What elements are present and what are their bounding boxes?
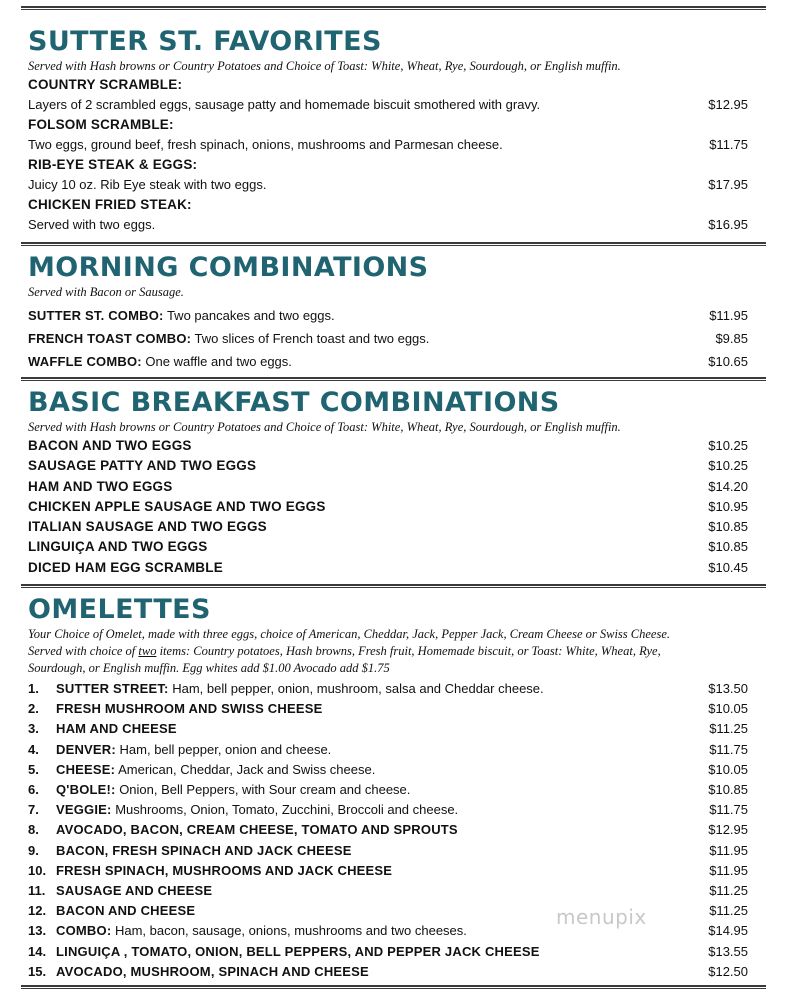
item-name: RIB-EYE STEAK & EGGS: <box>28 157 198 172</box>
item-price: $14.20 <box>708 478 748 494</box>
item-price: $10.85 <box>708 519 748 535</box>
item-number: 9. <box>28 842 39 858</box>
section-note: Served with Hash browns or Country Potatoes and Choice of Toast: White, Wheat, Rye, Sourdough, or English muffin. <box>28 59 621 73</box>
section-title: SUTTER ST. FAVORITES <box>28 26 382 57</box>
section-note-2: Served with choice of two items: Country potatoes, Hash browns, Fresh fruit, Homemade biscuit, or Toast: White, Wheat, Rye, <box>28 644 661 658</box>
item-price: $10.65 <box>708 354 748 369</box>
menu-item <box>28 942 748 962</box>
item-price: $12.95 <box>708 97 748 112</box>
item-price: $11.95 <box>709 862 748 878</box>
item-name: BACON, FRESH SPINACH AND JACK CHEESE <box>56 842 352 858</box>
item-description: Two eggs, ground beef, fresh spinach, onions, mushrooms and Parmesan cheese. <box>28 137 503 152</box>
item-name: SAUSAGE AND CHEESE <box>56 883 213 899</box>
menu-item <box>28 861 748 881</box>
item-name: COMBO: <box>56 923 112 939</box>
menu-item <box>28 800 748 820</box>
item-row <box>28 215 748 235</box>
menupix-watermark: menupix <box>556 905 647 929</box>
item-description: Two pancakes and two eggs. <box>163 308 335 323</box>
item-price: $10.25 <box>708 438 748 453</box>
section-sutter-favorites <box>28 26 748 235</box>
menu-item <box>28 820 748 840</box>
item-text <box>28 699 322 719</box>
menu-item <box>28 841 748 861</box>
menu-item <box>28 155 748 195</box>
divider-bottom <box>21 985 766 989</box>
item-name: WAFFLE COMBO: <box>28 354 142 369</box>
section-note: Served with Bacon or Sausage. <box>28 285 184 299</box>
item-text <box>28 820 458 840</box>
item-price: $11.95 <box>709 842 748 858</box>
item-text <box>28 901 195 921</box>
item-text <box>28 962 369 982</box>
item-description: Mushrooms, Onion, Tomato, Zucchini, Broccoli and cheese. <box>111 802 459 818</box>
item-price: $12.95 <box>708 822 748 838</box>
menu-item <box>28 456 748 476</box>
item-description: One waffle and two eggs. <box>141 354 292 369</box>
menu-item <box>28 304 748 327</box>
menu-item <box>28 75 748 115</box>
item-description: Ham, bell pepper, onion and cheese. <box>115 741 332 757</box>
item-price: $17.95 <box>708 177 748 192</box>
section-morning-combinations <box>28 252 748 373</box>
item-text <box>28 921 467 941</box>
item-price: $10.05 <box>708 701 748 717</box>
item-price: $10.45 <box>708 559 748 575</box>
item-price: $9.85 <box>715 331 748 346</box>
item-name: DENVER: <box>56 741 116 757</box>
item-name: FRESH SPINACH, MUSHROOMS AND JACK CHEESE <box>56 862 393 878</box>
item-price: $10.85 <box>708 782 748 798</box>
item-name: Q'BOLE!: <box>56 782 116 798</box>
item-description: Ham, bacon, sausage, onions, mushrooms and two cheeses. <box>111 923 467 939</box>
item-text <box>28 740 331 760</box>
item-price: $10.95 <box>708 498 748 514</box>
item-row <box>28 175 748 195</box>
item-price: $10.85 <box>708 539 748 555</box>
item-text <box>28 800 458 820</box>
item-number: 1. <box>28 681 39 696</box>
item-price: $11.25 <box>709 883 748 899</box>
item-text <box>28 304 335 327</box>
item-price: $10.25 <box>708 458 748 474</box>
item-name: VEGGIE: <box>56 802 112 818</box>
section-title: OMELETTES <box>28 594 211 625</box>
menu-item <box>28 719 748 739</box>
item-text <box>28 679 544 699</box>
item-number: 4. <box>28 741 39 757</box>
menu-item <box>28 740 748 760</box>
item-description: Two slices of French toast and two eggs. <box>191 331 430 346</box>
item-text <box>28 760 375 780</box>
item-text <box>28 841 352 861</box>
item-name: BACON AND TWO EGGS <box>28 438 192 453</box>
divider-top <box>21 6 766 10</box>
item-price: $11.75 <box>709 137 748 152</box>
item-price: $11.75 <box>709 741 748 757</box>
item-price: $10.05 <box>708 761 748 777</box>
item-text <box>28 861 392 881</box>
menu-item <box>28 195 748 235</box>
item-text <box>28 719 177 739</box>
item-name: CHICKEN APPLE SAUSAGE AND TWO EGGS <box>28 498 326 514</box>
menu-item <box>28 760 748 780</box>
item-number: 8. <box>28 822 39 838</box>
item-number: 6. <box>28 782 39 798</box>
divider-3 <box>21 584 766 588</box>
item-name: SAUSAGE PATTY AND TWO EGGS <box>28 458 257 474</box>
item-name: DICED HAM EGG SCRAMBLE <box>28 559 223 575</box>
item-price: $11.95 <box>709 308 748 323</box>
item-text <box>28 327 429 350</box>
item-number: 14. <box>28 943 47 959</box>
item-price: $11.25 <box>709 721 748 737</box>
item-name: SUTTER STREET: <box>56 681 169 696</box>
section-note-3: Sourdough, or English muffin. Egg whites add $1.00 Avocado add $1.75 <box>28 661 390 675</box>
item-number: 13. <box>28 923 47 939</box>
menu-item <box>28 558 748 578</box>
item-description: Onion, Bell Peppers, with Sour cream and cheese. <box>115 782 411 798</box>
menu-item <box>28 517 748 537</box>
item-description: Served with two eggs. <box>28 217 156 232</box>
item-number: 2. <box>28 701 39 717</box>
item-text <box>28 881 212 901</box>
menu-item <box>28 537 748 557</box>
item-row <box>28 95 748 115</box>
divider-2 <box>21 377 766 381</box>
item-price: $12.50 <box>708 963 748 979</box>
menu-item <box>28 679 748 699</box>
item-name: BACON AND CHEESE <box>56 903 196 919</box>
item-name: HAM AND CHEESE <box>56 721 177 737</box>
item-text <box>28 350 292 373</box>
item-description: Ham, bell pepper, onion, mushroom, salsa and Cheddar cheese. <box>168 681 544 696</box>
item-name: LINGUIÇA AND TWO EGGS <box>28 539 208 555</box>
item-number: 12. <box>28 903 47 919</box>
menu-item <box>28 699 748 719</box>
section-title: MORNING COMBINATIONS <box>28 252 429 283</box>
item-text <box>28 942 540 962</box>
item-number: 7. <box>28 802 39 818</box>
item-number: 3. <box>28 721 39 737</box>
item-name: HAM AND TWO EGGS <box>28 478 173 494</box>
item-name: AVOCADO, BACON, CREAM CHEESE, TOMATO AND SPROUTS <box>56 822 458 838</box>
menu-item <box>28 962 748 982</box>
item-name: FRESH MUSHROOM AND SWISS CHEESE <box>56 701 323 717</box>
item-name: FOLSOM SCRAMBLE: <box>28 117 174 132</box>
item-name: ITALIAN SAUSAGE AND TWO EGGS <box>28 519 267 535</box>
section-note: Served with Hash browns or Country Potatoes and Choice of Toast: White, Wheat, Rye, Sourdough, or English muffin. <box>28 420 621 434</box>
menu-item <box>28 477 748 497</box>
item-number: 5. <box>28 761 39 777</box>
item-text <box>28 780 410 800</box>
section-title: BASIC BREAKFAST COMBINATIONS <box>28 387 560 418</box>
menu-item <box>28 350 748 373</box>
item-price: $14.95 <box>708 923 748 939</box>
item-price: $16.95 <box>708 217 748 232</box>
menu-item <box>28 780 748 800</box>
menu-item <box>28 327 748 350</box>
item-name: CHEESE: <box>56 761 116 777</box>
section-basic-breakfast <box>28 387 748 578</box>
item-name: LINGUIÇA , TOMATO, ONION, BELL PEPPERS, AND PEPPER JACK CHEESE <box>56 943 540 959</box>
item-name: SUTTER ST. COMBO: <box>28 308 164 323</box>
item-number: 15. <box>28 963 47 979</box>
divider-1 <box>21 242 766 246</box>
item-name: FRENCH TOAST COMBO: <box>28 331 192 346</box>
item-description: Layers of 2 scrambled eggs, sausage patty and homemade biscuit smothered with gravy. <box>28 97 541 112</box>
item-name: AVOCADO, MUSHROOM, SPINACH AND CHEESE <box>56 963 369 979</box>
item-name: CHICKEN FRIED STEAK: <box>28 197 192 212</box>
menu-item <box>28 115 748 155</box>
item-row <box>28 135 748 155</box>
menu-item <box>28 881 748 901</box>
item-price: $11.25 <box>709 903 748 919</box>
item-number: 10. <box>28 862 47 878</box>
menu-item <box>28 436 748 456</box>
menu-item <box>28 497 748 517</box>
item-price: $13.55 <box>708 943 748 959</box>
section-note-1: Your Choice of Omelet, made with three eggs, choice of American, Cheddar, Jack, Pepper Jack, Cream Cheese or Swiss Cheese. <box>28 627 671 641</box>
underlined-two: two <box>138 644 157 658</box>
item-price: $13.50 <box>708 681 748 696</box>
item-name: COUNTRY SCRAMBLE: <box>28 77 183 92</box>
item-description: Juicy 10 oz. Rib Eye steak with two eggs. <box>28 177 267 192</box>
item-description: American, Cheddar, Jack and Swiss cheese. <box>115 761 376 777</box>
item-price: $11.75 <box>709 802 748 818</box>
item-number: 11. <box>28 883 46 899</box>
